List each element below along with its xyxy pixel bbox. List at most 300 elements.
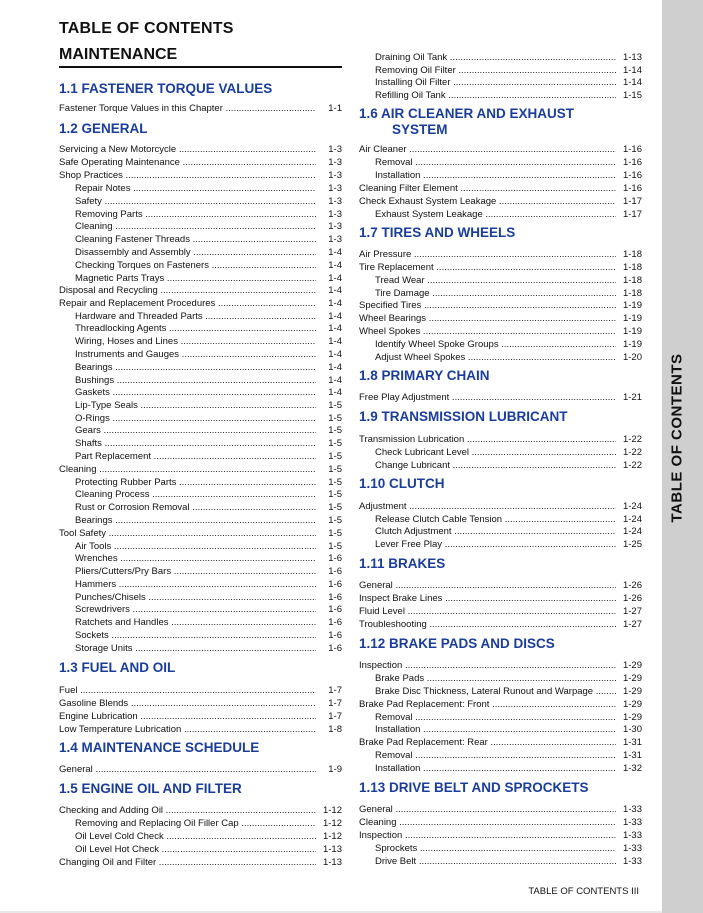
- section-heading: [59, 740, 342, 756]
- toc-entry-label: Safe Operating Maintenance .....: [59, 156, 316, 169]
- toc-page-number: 1-4: [328, 387, 342, 398]
- toc-entry-label: Repair and Replacement Procedures .....: [59, 297, 316, 310]
- toc-entry-label: Removal .....: [375, 711, 616, 724]
- toc-page-number: 1-7: [328, 711, 342, 722]
- section-heading-label: 1.7 TIRES AND WHEELS: [359, 225, 516, 240]
- toc-page-number: 1-4: [328, 260, 342, 271]
- toc-page-number: 1-33: [622, 830, 642, 841]
- toc-entry-label: Hardware and Threaded Parts .....: [75, 310, 316, 323]
- toc-entry-label: Checking Torques on Fasteners .....: [75, 259, 316, 272]
- toc-entry-label: Troubleshooting .....: [359, 618, 616, 631]
- toc-page-number: 1-3: [328, 144, 342, 155]
- toc-entry-label: Fastener Torque Values in this Chapter .....: [59, 102, 316, 115]
- toc-entry[interactable]: [59, 284, 342, 297]
- toc-entry[interactable]: [359, 182, 642, 195]
- toc-entry-label: Tool Safety .....: [59, 527, 316, 540]
- toc-entry[interactable]: [359, 736, 642, 749]
- toc-subentry[interactable]: [75, 335, 342, 348]
- toc-page-number: 1-5: [328, 464, 342, 475]
- toc-entry-label: Sprockets .....: [375, 842, 616, 855]
- toc-entry[interactable]: [359, 618, 642, 631]
- toc-page-number: 1-3: [328, 183, 342, 194]
- toc-entry[interactable]: [359, 500, 642, 513]
- section-heading-label: 1.8 PRIMARY CHAIN: [359, 368, 490, 383]
- toc-entry-label: Removing Oil Filter .....: [375, 64, 616, 77]
- toc-entry-label: Change Lubricant .....: [375, 459, 616, 472]
- toc-entry-label: Inspect Brake Lines .....: [359, 592, 616, 605]
- toc-entry-label: Air Cleaner .....: [359, 143, 616, 156]
- toc-subentry[interactable]: [75, 552, 342, 565]
- toc-subentry[interactable]: [375, 274, 642, 287]
- toc-page-number: 1-4: [328, 323, 342, 334]
- toc-page-number: 1-4: [328, 273, 342, 284]
- toc-entry-label: Rust or Corrosion Removal .....: [75, 501, 316, 514]
- toc-page-number: 1-17: [622, 196, 642, 207]
- toc-subentry[interactable]: [375, 459, 642, 472]
- toc-entry-label: Air Pressure .....: [359, 248, 616, 261]
- toc-entry-label: Removal .....: [375, 749, 616, 762]
- toc-subentry[interactable]: [375, 842, 642, 855]
- toc-entry-label: Bushings .....: [75, 374, 316, 387]
- toc-page-number: 1-26: [622, 593, 642, 604]
- section-heading: [359, 780, 642, 796]
- toc-page-number: 1-14: [622, 65, 642, 76]
- toc-page-number: 1-24: [622, 514, 642, 525]
- toc-entry[interactable]: [359, 325, 642, 338]
- toc-subentry[interactable]: [375, 446, 642, 459]
- toc-page-number: 1-16: [622, 144, 642, 155]
- toc-entry[interactable]: [359, 312, 642, 325]
- toc-page-number: 1-29: [622, 699, 642, 710]
- section-heading: [359, 368, 642, 384]
- toc-subentry[interactable]: [75, 233, 342, 246]
- section-heading-label: 1.3 FUEL AND OIL: [59, 660, 176, 675]
- toc-subentry[interactable]: [375, 762, 642, 775]
- toc-entry-label: Servicing a New Motorcycle .....: [59, 143, 316, 156]
- toc-entry-label: O-Rings .....: [75, 412, 316, 425]
- toc-page-number: 1-3: [328, 234, 342, 245]
- toc-entry-label: Safety .....: [75, 195, 316, 208]
- toc-entry-label: Brake Disc Thickness, Lateral Runout and Warpage .....: [375, 685, 616, 698]
- toc-entry-label: Oil Level Hot Check .....: [75, 843, 316, 856]
- section-heading: [359, 106, 642, 138]
- toc-page-number: 1-29: [622, 673, 642, 684]
- toc-subentry[interactable]: [75, 578, 342, 591]
- section-heading: [359, 476, 642, 492]
- toc-entry-label: Refilling Oil Tank .....: [375, 89, 616, 102]
- toc-entry-label: Cleaning .....: [359, 816, 616, 829]
- toc-entry[interactable]: [359, 299, 642, 312]
- toc-subentry[interactable]: [75, 246, 342, 259]
- section-heading-label: 1.6 AIR CLEANER AND EXHAUST: [359, 106, 575, 121]
- toc-page-number: 1-12: [322, 805, 342, 816]
- toc-page-number: 1-29: [622, 660, 642, 671]
- toc-entry[interactable]: [59, 763, 342, 776]
- toc-subentry[interactable]: [375, 208, 642, 221]
- toc-entry-label: Cleaning Fastener Threads .....: [75, 233, 316, 246]
- toc-subentry[interactable]: [75, 501, 342, 514]
- toc-entry-label: Oil Level Cold Check .....: [75, 830, 316, 843]
- toc-entry-label: Disposal and Recycling .....: [59, 284, 316, 297]
- section-heading: [59, 121, 342, 137]
- toc-entry-label: Wrenches .....: [75, 552, 316, 565]
- toc-page-number: 1-33: [622, 856, 642, 867]
- toc-entry-label: Inspection .....: [359, 659, 616, 672]
- toc-page-number: 1-8: [328, 724, 342, 735]
- toc-entry-label: Installation .....: [375, 169, 616, 182]
- toc-entry[interactable]: [359, 143, 642, 156]
- toc-entry-label: Cleaning Filter Element .....: [359, 182, 616, 195]
- toc-entry-label: Release Clutch Cable Tension .....: [375, 513, 616, 526]
- toc-entry[interactable]: [59, 527, 342, 540]
- toc-page-number: 1-5: [328, 438, 342, 449]
- section-heading-label: 1.4 MAINTENANCE SCHEDULE: [59, 740, 260, 755]
- toc-entry[interactable]: [59, 697, 342, 710]
- toc-entry-label: Tire Replacement .....: [359, 261, 616, 274]
- toc-page-number: 1-27: [622, 606, 642, 617]
- side-tab-label: TABLE OF CONTENTS: [668, 353, 686, 523]
- toc-page-number: 1-3: [328, 196, 342, 207]
- toc-entry-label: Pliers/Cutters/Pry Bars .....: [75, 565, 316, 578]
- toc-page-number: 1-22: [622, 434, 642, 445]
- toc-subentry[interactable]: [375, 672, 642, 685]
- toc-entry-label: General .....: [359, 803, 616, 816]
- toc-entry-label: Protecting Rubber Parts .....: [75, 476, 316, 489]
- toc-page-number: 1-19: [622, 326, 642, 337]
- toc-entry[interactable]: [359, 579, 642, 592]
- toc-page-number: 1-15: [622, 90, 642, 101]
- toc-subentry[interactable]: [375, 538, 642, 551]
- toc-entry[interactable]: [59, 102, 342, 115]
- toc-page-number: 1-24: [622, 526, 642, 537]
- toc-entry-label: Fuel .....: [59, 684, 316, 697]
- toc-page-number: 1-18: [622, 275, 642, 286]
- toc-subentry[interactable]: [75, 514, 342, 527]
- toc-page-number: 1-5: [328, 425, 342, 436]
- toc-entry-label: Punches/Chisels .....: [75, 591, 316, 604]
- toc-page-number: 1-26: [622, 580, 642, 591]
- toc-subentry[interactable]: [75, 322, 342, 335]
- toc-entry[interactable]: [59, 463, 342, 476]
- toc-page-number: 1-19: [622, 339, 642, 350]
- toc-entry[interactable]: [59, 143, 342, 156]
- section-heading: [59, 660, 342, 676]
- toc-subentry[interactable]: [75, 195, 342, 208]
- toc-entry-label: Wiring, Hoses and Lines .....: [75, 335, 316, 348]
- toc-entry[interactable]: [359, 391, 642, 404]
- toc-subentry[interactable]: [75, 259, 342, 272]
- toc-page-number: 1-6: [328, 617, 342, 628]
- toc-entry[interactable]: [59, 710, 342, 723]
- toc-entry-label: General .....: [59, 763, 316, 776]
- toc-page-number: 1-25: [622, 539, 642, 550]
- toc-page-number: 1-16: [622, 157, 642, 168]
- toc-page-number: 1-30: [622, 724, 642, 735]
- section-heading: [359, 409, 642, 425]
- toc-page-number: 1-7: [328, 698, 342, 709]
- toc-entry-label: Screwdrivers .....: [75, 603, 316, 616]
- toc-page-number: 1-33: [622, 804, 642, 815]
- toc-page-number: 1-33: [622, 817, 642, 828]
- toc-entry-label: Installation .....: [375, 762, 616, 775]
- toc-page-number: 1-20: [622, 352, 642, 363]
- section-heading-label: 1.12 BRAKE PADS AND DISCS: [359, 636, 555, 651]
- toc-subentry[interactable]: [75, 843, 342, 856]
- toc-subentry[interactable]: [375, 89, 642, 102]
- toc-entry[interactable]: [359, 592, 642, 605]
- toc-entry-label: General .....: [359, 579, 616, 592]
- toc-subentry[interactable]: [75, 830, 342, 843]
- toc-subentry[interactable]: [375, 525, 642, 538]
- toc-entry-label: Lip-Type Seals .....: [75, 399, 316, 412]
- toc-page-number: 1-19: [622, 313, 642, 324]
- toc-page-number: 1-6: [328, 553, 342, 564]
- toc-entry-label: Tread Wear .....: [375, 274, 616, 287]
- toc-subentry[interactable]: [75, 437, 342, 450]
- toc-entry[interactable]: [359, 803, 642, 816]
- toc-entry[interactable]: [59, 156, 342, 169]
- toc-entry-label: Threadlocking Agents .....: [75, 322, 316, 335]
- toc-page-number: 1-3: [328, 170, 342, 181]
- toc-entry-label: Clutch Adjustment .....: [375, 525, 616, 538]
- toc-page-number: 1-29: [622, 712, 642, 723]
- toc-entry-label: Changing Oil and Filter .....: [59, 856, 316, 869]
- toc-entry[interactable]: [59, 804, 342, 817]
- toc-entry-label: Gaskets .....: [75, 386, 316, 399]
- toc-page-number: 1-3: [328, 209, 342, 220]
- toc-entry[interactable]: [359, 816, 642, 829]
- toc-entry[interactable]: [359, 261, 642, 274]
- toc-entry-label: Draining Oil Tank .....: [375, 51, 616, 64]
- toc-subentry[interactable]: [75, 182, 342, 195]
- toc-entry-label: Drive Belt .....: [375, 855, 616, 868]
- toc-entry-label: Low Temperature Lubrication .....: [59, 723, 316, 736]
- toc-entry-label: Exhaust System Leakage .....: [375, 208, 616, 221]
- page-footer: TABLE OF CONTENTS III: [528, 886, 639, 897]
- toc-entry[interactable]: [359, 605, 642, 618]
- toc-subentry[interactable]: [75, 616, 342, 629]
- toc-entry-label: Brake Pad Replacement: Rear .....: [359, 736, 616, 749]
- toc-page-number: 1-6: [328, 643, 342, 654]
- toc-page-number: 1-16: [622, 170, 642, 181]
- toc-entry-label: Check Exhaust System Leakage .....: [359, 195, 616, 208]
- toc-subentry[interactable]: [375, 723, 642, 736]
- toc-page-number: 1-22: [622, 460, 642, 471]
- toc-entry-label: Part Replacement .....: [75, 450, 316, 463]
- toc-page-number: 1-6: [328, 592, 342, 603]
- section-heading: [359, 556, 642, 572]
- toc-page-number: 1-14: [622, 77, 642, 88]
- toc-page-number: 1-7: [328, 685, 342, 696]
- toc-page-number: 1-4: [328, 298, 342, 309]
- toc-entry[interactable]: [59, 169, 342, 182]
- toc-page-number: 1-5: [328, 451, 342, 462]
- toc-entry-label: Sockets .....: [75, 629, 316, 642]
- toc-page-number: 1-5: [328, 528, 342, 539]
- toc-page-number: 1-13: [622, 52, 642, 63]
- toc-page-number: 1-13: [322, 844, 342, 855]
- toc-entry-label: Hammers .....: [75, 578, 316, 591]
- toc-entry-label: Removal .....: [375, 156, 616, 169]
- toc-subentry[interactable]: [375, 338, 642, 351]
- toc-page-number: 1-4: [328, 285, 342, 296]
- toc-entry-label: Cleaning .....: [75, 220, 316, 233]
- section-heading: [59, 81, 342, 97]
- toc-entry-label: Specified Tires .....: [359, 299, 616, 312]
- toc-subentry[interactable]: [375, 749, 642, 762]
- toc-entry[interactable]: [359, 433, 642, 446]
- section-heading-continuation: SYSTEM: [392, 122, 448, 137]
- toc-entry-label: Gears .....: [75, 424, 316, 437]
- toc-subentry[interactable]: [375, 156, 642, 169]
- toc-subentry[interactable]: [375, 169, 642, 182]
- toc-subentry[interactable]: [75, 603, 342, 616]
- toc-page-number: 1-4: [328, 336, 342, 347]
- toc-entry-label: Adjust Wheel Spokes .....: [375, 351, 616, 364]
- toc-entry-label: Brake Pads .....: [375, 672, 616, 685]
- toc-page-number: 1-5: [328, 515, 342, 526]
- toc-entry-label: Inspection .....: [359, 829, 616, 842]
- toc-page-number: 1-6: [328, 566, 342, 577]
- toc-entry-label: Fluid Level .....: [359, 605, 616, 618]
- toc-subentry[interactable]: [375, 351, 642, 364]
- toc-page-number: 1-6: [328, 604, 342, 615]
- section-heading-label: 1.2 GENERAL: [59, 121, 148, 136]
- toc-entry-label: Tire Damage .....: [375, 287, 616, 300]
- toc-page-number: 1-6: [328, 630, 342, 641]
- toc-page-number: 1-4: [328, 349, 342, 360]
- toc-subentry[interactable]: [75, 220, 342, 233]
- toc-page-number: 1-18: [622, 288, 642, 299]
- toc-subentry[interactable]: [75, 399, 342, 412]
- toc-entry-label: Storage Units .....: [75, 642, 316, 655]
- toc-entry[interactable]: [59, 297, 342, 310]
- toc-entry-label: Repair Notes .....: [75, 182, 316, 195]
- toc-page-number: 1-17: [622, 209, 642, 220]
- toc-page-number: 1-32: [622, 763, 642, 774]
- toc-entry-label: Cleaning Process .....: [75, 488, 316, 501]
- chapter-title: MAINTENANCE: [59, 46, 178, 63]
- toc-page-number: 1-5: [328, 489, 342, 500]
- page-title: TABLE OF CONTENTS: [59, 20, 234, 37]
- toc-entry-label: Lever Free Play .....: [375, 538, 616, 551]
- toc-subentry[interactable]: [375, 51, 642, 64]
- toc-page-number: 1-3: [328, 221, 342, 232]
- toc-entry-label: Bearings .....: [75, 514, 316, 527]
- section-heading: [359, 636, 642, 652]
- toc-page-number: 1-31: [622, 750, 642, 761]
- toc-page-number: 1-4: [328, 311, 342, 322]
- toc-subentry[interactable]: [75, 817, 342, 830]
- section-heading: [359, 225, 642, 241]
- toc-page-number: 1-1: [328, 103, 342, 114]
- toc-page-number: 1-3: [328, 157, 342, 168]
- toc-subentry[interactable]: [75, 386, 342, 399]
- toc-page-number: 1-19: [622, 300, 642, 311]
- toc-entry-label: Installation .....: [375, 723, 616, 736]
- toc-entry-label: Transmission Lubrication .....: [359, 433, 616, 446]
- toc-entry-label: Shop Practices .....: [59, 169, 316, 182]
- toc-subentry[interactable]: [375, 685, 642, 698]
- toc-entry-label: Disassembly and Assembly .....: [75, 246, 316, 259]
- toc-entry[interactable]: [359, 248, 642, 261]
- toc-entry[interactable]: [59, 684, 342, 697]
- toc-entry-label: Cleaning .....: [59, 463, 316, 476]
- toc-page-number: 1-4: [328, 247, 342, 258]
- toc-subentry[interactable]: [375, 76, 642, 89]
- toc-page-number: 1-6: [328, 579, 342, 590]
- toc-subentry[interactable]: [75, 629, 342, 642]
- toc-entry-label: Bearings .....: [75, 361, 316, 374]
- section-heading-label: 1.11 BRAKES: [359, 556, 446, 571]
- toc-subentry[interactable]: [75, 450, 342, 463]
- toc-page-number: 1-22: [622, 447, 642, 458]
- toc-entry[interactable]: [59, 856, 342, 869]
- toc-entry-label: Removing and Replacing Oil Filler Cap .....: [75, 817, 316, 830]
- toc-entry-label: Instruments and Gauges .....: [75, 348, 316, 361]
- toc-entry-label: Wheel Bearings .....: [359, 312, 616, 325]
- toc-entry-label: Air Tools .....: [75, 540, 316, 553]
- section-heading-label: 1.1 FASTENER TORQUE VALUES: [59, 81, 273, 96]
- toc-page-number: 1-29: [622, 686, 642, 697]
- toc-page-number: 1-24: [622, 501, 642, 512]
- section-heading-label: 1.5 ENGINE OIL AND FILTER: [59, 781, 242, 796]
- toc-entry[interactable]: [359, 195, 642, 208]
- toc-subentry[interactable]: [75, 348, 342, 361]
- toc-entry-label: Adjustment .....: [359, 500, 616, 513]
- toc-entry-label: Identify Wheel Spoke Groups .....: [375, 338, 616, 351]
- toc-page-number: 1-5: [328, 541, 342, 552]
- section-heading: [59, 781, 342, 797]
- toc-entry[interactable]: [359, 829, 642, 842]
- toc-page-number: 1-5: [328, 477, 342, 488]
- toc-page-number: 1-21: [622, 392, 642, 403]
- toc-entry[interactable]: [359, 659, 642, 672]
- toc-entry-label: Shafts .....: [75, 437, 316, 450]
- toc-page-number: 1-9: [328, 764, 342, 775]
- toc-page-number: 1-12: [322, 831, 342, 842]
- toc-page-number: 1-16: [622, 183, 642, 194]
- toc-page-number: 1-13: [322, 857, 342, 868]
- toc-subentry[interactable]: [75, 642, 342, 655]
- toc-page-number: 1-31: [622, 737, 642, 748]
- toc-entry-label: Gasoline Blends .....: [59, 697, 316, 710]
- toc-subentry[interactable]: [375, 855, 642, 868]
- toc-subentry[interactable]: [75, 488, 342, 501]
- toc-subentry[interactable]: [75, 361, 342, 374]
- section-heading-label: 1.9 TRANSMISSION LUBRICANT: [359, 409, 568, 424]
- toc-entry-label: Ratchets and Handles .....: [75, 616, 316, 629]
- toc-subentry[interactable]: [75, 565, 342, 578]
- toc-page-number: 1-33: [622, 843, 642, 854]
- toc-entry-label: Removing Parts .....: [75, 208, 316, 221]
- toc-entry-label: Magnetic Parts Trays .....: [75, 272, 316, 285]
- toc-entry-label: Installing Oil Filter .....: [375, 76, 616, 89]
- toc-entry-label: Check Lubricant Level .....: [375, 446, 616, 459]
- toc-page-number: 1-4: [328, 362, 342, 373]
- toc-page-number: 1-4: [328, 375, 342, 386]
- toc-entry[interactable]: [59, 723, 342, 736]
- toc-entry[interactable]: [359, 698, 642, 711]
- toc-page-number: 1-5: [328, 413, 342, 424]
- toc-page-number: 1-18: [622, 262, 642, 273]
- chapter-divider: [59, 66, 342, 68]
- toc-entry-label: Engine Lubrication .....: [59, 710, 316, 723]
- toc-entry-label: Checking and Adding Oil .....: [59, 804, 316, 817]
- toc-entry-label: Free Play Adjustment .....: [359, 391, 616, 404]
- toc-page-number: 1-18: [622, 249, 642, 260]
- toc-subentry[interactable]: [75, 424, 342, 437]
